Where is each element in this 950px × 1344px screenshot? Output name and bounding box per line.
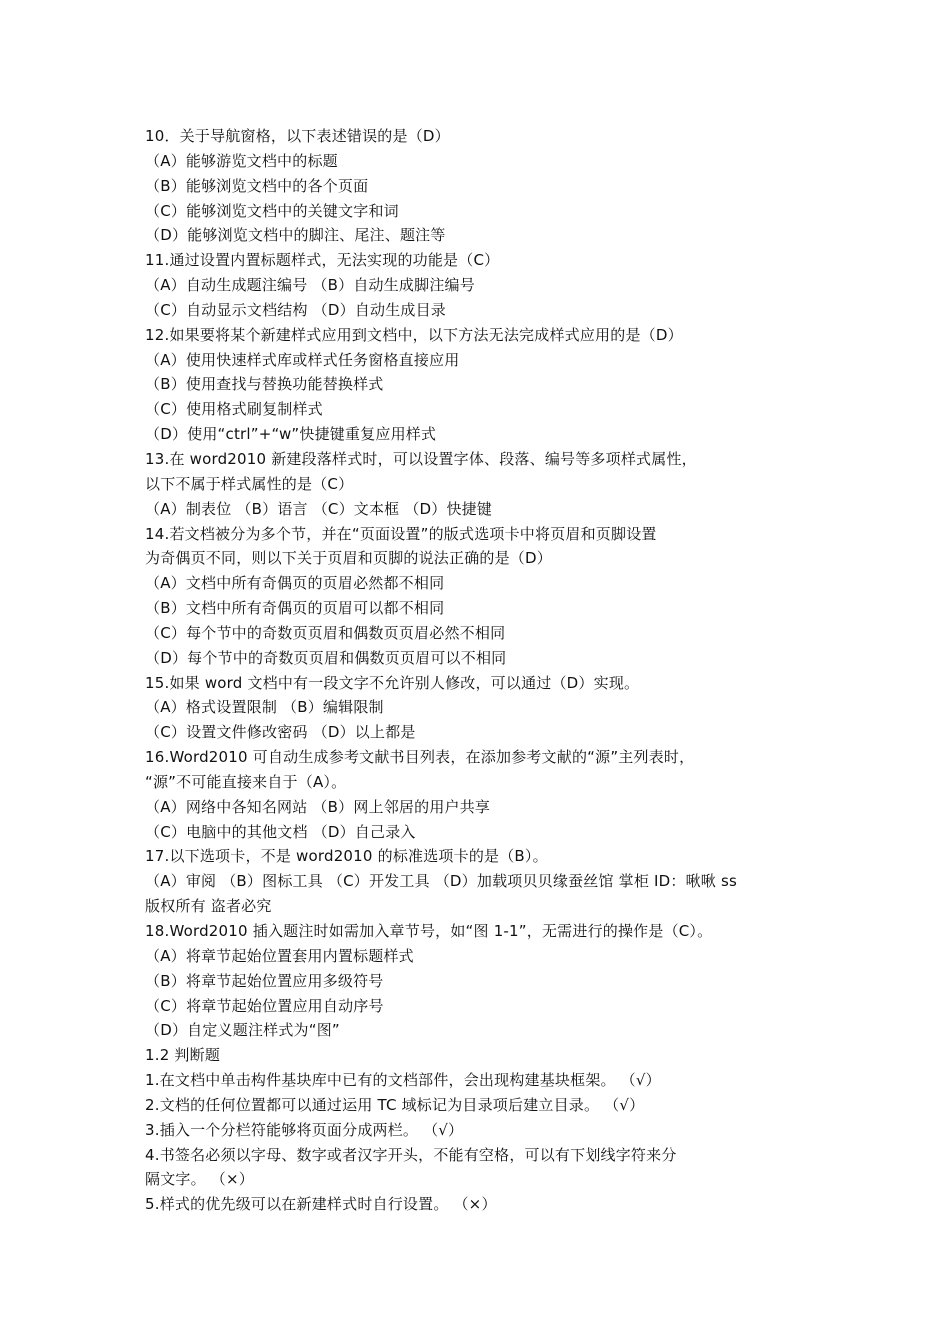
question-18-option-c: （C）将章节起始位置应用自动序号: [145, 996, 384, 1015]
question-13-stem-continued: 以下不属于样式属性的是（C）: [145, 474, 354, 493]
question-11-options-cd: （C）自动显示文档结构 （D）自动生成目录: [145, 300, 446, 319]
question-12-option-b: （B）使用查找与替换功能替换样式: [145, 375, 384, 394]
true-false-item-4: 4.书签名必须以字母、数字或者汉字开头，不能有空格，可以有下划线字符来分: [145, 1145, 677, 1164]
question-12-stem: 12.如果要将某个新建样式应用到文档中，以下方法无法完成样式应用的是（D）: [145, 325, 683, 344]
question-11-options-ab: （A）自动生成题注编号 （B）自动生成脚注编号: [145, 276, 475, 295]
question-18-stem: 18.Word2010 插入题注时如需加入章节号，如“图 1-1”，无需进行的操作是（C）。: [145, 922, 713, 940]
section-heading-true-false: 1.2 判断题: [145, 1046, 221, 1065]
question-12-option-a: （A）使用快速样式库或样式任务窗格直接应用: [145, 350, 460, 369]
page-content: [145, 124, 845, 1217]
true-false-item-1: 1.在文档中单击构件基块库中已有的文档部件，会出现构建基块框架。 （√）: [145, 1071, 661, 1090]
question-12-option-c: （C）使用格式刷复制样式: [145, 400, 323, 419]
question-14-option-c: （C）每个节中的奇数页页眉和偶数页页眉必然不相同: [145, 623, 506, 642]
question-14-option-d: （D）每个节中的奇数页页眉和偶数页页眉可以不相同: [145, 648, 507, 667]
question-13-options: （A）制表位 （B）语言 （C）文本框 （D）快捷键: [145, 499, 493, 518]
question-16-stem-continued: “源”不可能直接来自于（A）。: [145, 772, 347, 791]
question-17-stem: 17.以下选项卡，不是 word2010 的标准选项卡的是（B）。: [145, 847, 548, 866]
question-17-options: （A）审阅 （B）图标工具 （C）开发工具 （D）加载项贝贝缘蚕丝馆 掌柜 ID：啾啾 ss: [145, 872, 737, 891]
question-12-option-d: （D）使用“ctrl”+“w”快捷键重复应用样式: [145, 425, 437, 444]
question-17-options-continued: 版权所有 盗者必究: [145, 897, 272, 916]
question-10-stem: 10．关于导航窗格，以下表述错误的是（D）: [145, 127, 450, 145]
question-18-option-d: （D）自定义题注样式为“图”: [145, 1021, 340, 1040]
question-14-option-b: （B）文档中所有奇偶页的页眉可以都不相同: [145, 599, 445, 618]
true-false-item-5: 5.样式的优先级可以在新建样式时自行设置。 （×）: [145, 1195, 497, 1214]
question-14-option-a: （A）文档中所有奇偶页的页眉必然都不相同: [145, 574, 445, 593]
question-10-option-c: （C）能够浏览文档中的关键文字和词: [145, 201, 399, 220]
question-10-option-d: （D）能够浏览文档中的脚注、尾注、题注等: [145, 226, 446, 245]
question-16-options-ab: （A）网络中各知名网站 （B）网上邻居的用户共享: [145, 797, 491, 816]
question-10-option-b: （B）能够浏览文档中的各个页面: [145, 176, 369, 195]
question-15-options-ab: （A）格式设置限制 （B）编辑限制: [145, 698, 384, 717]
true-false-item-2: 2.文档的任何位置都可以通过运用 TC 域标记为目录项后建立目录。 （√）: [145, 1095, 645, 1114]
question-15-options-cd: （C）设置文件修改密码 （D）以上都是: [145, 723, 416, 742]
true-false-item-3: 3.插入一个分栏符能够将页面分成两栏。 （√）: [145, 1120, 464, 1139]
question-15-stem: 15.如果 word 文档中有一段文字不允许别人修改，可以通过（D）实现。: [145, 673, 640, 692]
question-18-option-b: （B）将章节起始位置应用多级符号: [145, 971, 384, 990]
question-16-stem: 16.Word2010 可自动生成参考文献书目列表，在添加参考文献的“源”主列表时，: [145, 748, 695, 767]
question-13-stem: 13.在 word2010 新建段落样式时，可以设置字体、段落、编号等多项样式属性，: [145, 449, 697, 468]
question-14-stem: 14.若文档被分为多个节，并在“页面设置”的版式选项卡中将页眉和页脚设置: [145, 524, 657, 543]
question-16-options-cd: （C）电脑中的其他文档 （D）自己录入: [145, 822, 416, 841]
question-10-option-a: （A）能够游览文档中的标题: [145, 151, 338, 170]
question-11-stem: 11.通过设置内置标题样式，无法实现的功能是（C）: [145, 251, 500, 270]
true-false-item-4-continued: 隔文字。 （×）: [145, 1170, 254, 1189]
question-14-stem-continued: 为奇偶页不同，则以下关于页眉和页脚的说法正确的是（D）: [145, 549, 552, 568]
question-18-option-a: （A）将章节起始位置套用内置标题样式: [145, 946, 414, 965]
